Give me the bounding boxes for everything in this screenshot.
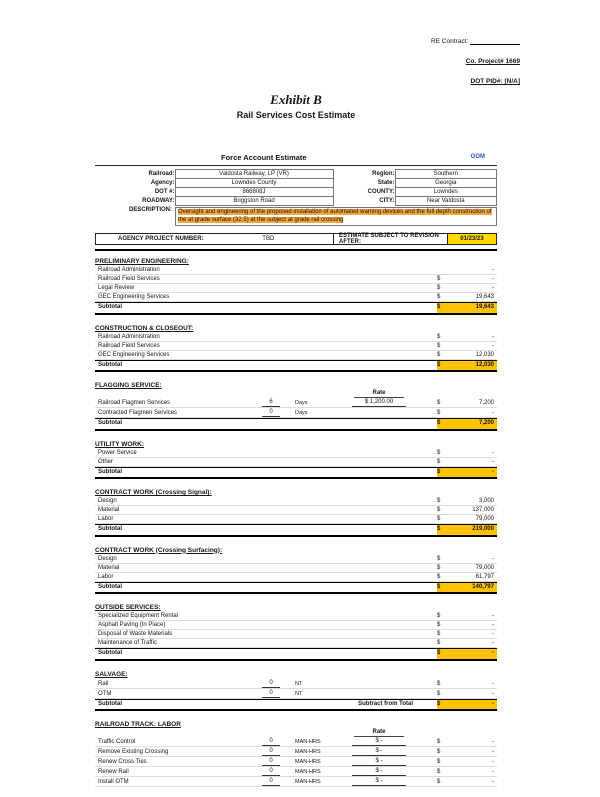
row-label: Other <box>98 458 114 465</box>
row-amount: - <box>492 749 494 755</box>
row-quantity: 0 <box>262 737 280 746</box>
row-dollar-sign: $ <box>437 622 441 628</box>
cost-row <box>95 302 497 315</box>
row-dollar-sign: $ <box>437 573 441 580</box>
dot-pid: DOT PID#: [N/A] <box>470 78 520 85</box>
row-quantity: 0 <box>262 408 280 417</box>
row-label: Subtotal <box>98 700 122 707</box>
row-dollar-sign: $ <box>437 739 441 745</box>
cost-section <box>95 258 497 315</box>
row-amount: - <box>451 700 497 710</box>
row-amount: 7,200 <box>478 400 494 406</box>
row-dollar-sign: $ <box>437 333 441 340</box>
section-rows <box>95 612 497 661</box>
agency-project-value: TBD <box>262 236 275 242</box>
exhibit-title: Exhibit B <box>270 92 322 107</box>
row-amount: - <box>492 769 494 775</box>
row-amount: - <box>492 759 494 765</box>
railroad-label: Railroad: <box>148 171 175 177</box>
cost-row <box>95 360 497 373</box>
row-label: Asphalt Paving (In Place) <box>98 622 166 628</box>
row-quantity: 0 <box>262 767 280 776</box>
cost-row <box>95 275 497 284</box>
row-dollar-sign: $ <box>437 468 451 478</box>
description-label: DESCRIPTION: <box>128 207 172 213</box>
cost-row <box>95 497 497 506</box>
cost-row <box>95 515 497 524</box>
railroad-value: Valdosta Railway, LP (VR) <box>175 170 333 179</box>
county-label: COUNTY: <box>367 189 395 195</box>
row-amount: - <box>492 333 494 340</box>
state-label: State: <box>377 180 395 186</box>
row-dollar-sign: $ <box>437 419 451 429</box>
row-label: Material <box>98 564 120 571</box>
row-label: Subtotal <box>98 468 122 475</box>
cost-row <box>95 699 497 712</box>
roadway-value: Briggston Road <box>175 197 333 206</box>
row-amount: - <box>492 267 494 273</box>
reference-block <box>431 38 520 98</box>
cost-row <box>95 582 497 595</box>
row-label: Subtotal <box>98 526 122 532</box>
row-label: Material <box>98 507 120 513</box>
row-unit: Days <box>295 400 308 406</box>
row-dollar-sign: $ <box>437 583 451 593</box>
cost-row <box>95 458 497 467</box>
row-quantity: 0 <box>262 757 280 766</box>
row-amount: 3,000 <box>478 498 494 504</box>
row-dollar-sign: $ <box>437 361 451 371</box>
row-label: Design <box>98 498 117 504</box>
row-unit: NT <box>295 680 303 687</box>
re-contract-line <box>431 38 520 45</box>
row-dollar-sign: $ <box>437 555 441 562</box>
section-title: PRELIMINARY ENGINEERING: <box>95 258 189 265</box>
row-dollar-sign: $ <box>437 759 441 765</box>
row-dollar-sign: $ <box>437 749 441 755</box>
estimate-header <box>95 153 497 166</box>
row-amount: 19,643 <box>451 303 497 313</box>
row-dollar-sign: $ <box>437 400 441 406</box>
row-label: Specialized Equipment Rental <box>98 613 179 619</box>
revision-date: 01/23/23 <box>447 234 496 244</box>
cost-row <box>95 777 497 787</box>
cost-section <box>95 489 497 537</box>
cost-section <box>95 547 497 595</box>
cost-row <box>95 767 497 777</box>
row-quantity: 6 <box>262 398 280 407</box>
cost-row <box>95 408 497 418</box>
row-label: Disposal of Waste Materials <box>98 631 173 637</box>
section-rows <box>95 737 497 787</box>
cost-row <box>95 449 497 458</box>
row-rate: $ - <box>352 767 406 776</box>
row-label: Remove Existing Crossing <box>98 749 169 755</box>
row-amount: 12,030 <box>475 351 494 358</box>
roadway-label: ROADWAY: <box>142 198 175 204</box>
rate-header-row <box>95 390 497 398</box>
row-unit: Days <box>295 410 308 416</box>
cost-row <box>95 266 497 275</box>
row-label: Subtotal <box>98 420 122 426</box>
cost-row <box>95 573 497 582</box>
section-title: OUTSIDE SERVICES: <box>95 604 161 611</box>
info-row-dot <box>95 188 497 197</box>
section-rows <box>95 333 497 373</box>
row-dollar-sign: $ <box>437 680 441 687</box>
county-value: Lowndes <box>395 188 497 197</box>
cost-section <box>95 441 497 480</box>
row-dollar-sign: $ <box>437 458 441 465</box>
row-dollar-sign: $ <box>437 342 441 349</box>
row-amount: - <box>492 410 494 416</box>
row-label: Rail <box>98 680 109 687</box>
agency-project-row <box>95 233 497 245</box>
row-label: Contracted Flagmen Services <box>98 410 178 416</box>
cost-row <box>95 612 497 621</box>
force-account-estimate <box>95 153 497 797</box>
rate-header-label: Rate <box>354 729 404 737</box>
row-dollar-sign: $ <box>437 285 441 291</box>
row-unit: MAN-HRS <box>295 749 321 755</box>
section-title: SALVAGE: <box>95 670 128 678</box>
cost-row <box>95 342 497 351</box>
region-label: Region: <box>372 171 395 177</box>
section-rows <box>95 398 497 431</box>
section-title: CONSTRUCTION & CLOSEOUT: <box>95 324 194 332</box>
estimate-info-table <box>95 169 497 206</box>
rate-header-row <box>95 729 497 737</box>
section-title: RAILROAD TRACK: LABOR <box>95 721 181 728</box>
cost-row <box>95 293 497 302</box>
row-dollar-sign: $ <box>437 351 441 358</box>
row-quantity: 0 <box>262 747 280 756</box>
row-dollar-sign: $ <box>437 410 441 416</box>
section-rows <box>95 679 497 712</box>
row-amount: - <box>451 468 497 478</box>
row-label: Railroad Administration <box>98 333 160 340</box>
row-dollar-sign: $ <box>437 769 441 775</box>
state-value: Georgia <box>395 179 497 188</box>
row-quantity: 0 <box>262 679 280 688</box>
rate-header-label: Rate <box>354 390 404 398</box>
cost-section <box>95 325 497 373</box>
row-dollar-sign: $ <box>437 525 451 535</box>
row-label: Legal Review <box>98 285 135 291</box>
row-rate: Subtract from Total <box>358 700 413 707</box>
row-dollar-sign: $ <box>437 700 451 710</box>
oom-tag: OOM <box>470 154 485 160</box>
row-rate: $ - <box>352 757 406 766</box>
row-amount: 140,797 <box>451 583 497 593</box>
row-amount: - <box>492 680 494 687</box>
row-amount: - <box>492 285 494 291</box>
section-title: FLAGGING SERVICE: <box>95 382 162 389</box>
dot-label: DOT #: <box>154 189 175 195</box>
cost-row <box>95 524 497 537</box>
row-dollar-sign: $ <box>437 507 441 513</box>
co-project-number: Co. Project# 1669 <box>465 58 520 65</box>
row-amount: 219,000 <box>451 525 497 535</box>
row-amount: - <box>492 555 494 562</box>
cost-row <box>95 689 497 699</box>
cost-row <box>95 506 497 515</box>
cost-row <box>95 679 497 689</box>
section-divider <box>95 249 497 251</box>
row-label: OTM <box>98 690 112 697</box>
row-label: Labor <box>98 516 114 522</box>
row-dollar-sign: $ <box>437 631 441 637</box>
cost-row <box>95 648 497 661</box>
section-title: CONTRACT WORK (Crossing Signal): <box>95 489 212 496</box>
description-row <box>95 207 497 226</box>
region-value: Southern <box>395 170 497 179</box>
dot-value: 866808J <box>175 188 333 197</box>
row-amount: - <box>492 449 494 456</box>
cost-section <box>95 382 497 431</box>
estimate-title: Force Account Estimate <box>221 153 307 162</box>
row-rate: $ - <box>352 737 406 746</box>
row-quantity: 0 <box>262 689 280 698</box>
description-box <box>175 207 497 226</box>
row-amount: - <box>492 640 494 646</box>
cost-row <box>95 418 497 431</box>
cost-row <box>95 398 497 408</box>
row-dollar-sign: $ <box>437 276 441 282</box>
city-value: Near Valdosta <box>395 197 497 206</box>
info-row-agency <box>95 179 497 188</box>
row-amount: 79,000 <box>475 564 494 571</box>
info-row-roadway <box>95 197 497 206</box>
row-label: Railroad Administration <box>98 267 160 273</box>
row-amount: 7,200 <box>451 419 497 429</box>
row-label: Railroad Field Services <box>98 276 160 282</box>
row-amount: 137,000 <box>472 507 494 513</box>
cost-section <box>95 604 497 661</box>
document-titles <box>95 92 497 120</box>
cost-row <box>95 333 497 342</box>
row-unit: NT <box>295 690 303 697</box>
agency-label: Agency: <box>150 180 175 186</box>
row-amount: - <box>492 613 494 619</box>
agency-value: Lowndes County <box>175 179 333 188</box>
row-label: Traffic Control <box>98 739 136 745</box>
cost-row <box>95 467 497 480</box>
row-amount: - <box>492 458 494 465</box>
re-contract-blank-line <box>470 38 520 45</box>
row-label: Railroad Flagmen Services <box>98 400 171 406</box>
section-title: UTILITY WORK: <box>95 440 144 448</box>
row-amount: - <box>492 342 494 349</box>
cost-row <box>95 737 497 747</box>
row-dollar-sign: $ <box>437 613 441 619</box>
section-rows <box>95 266 497 315</box>
section-rows <box>95 555 497 595</box>
section-rows <box>95 449 497 480</box>
row-amount: 79,000 <box>475 516 494 522</box>
cost-row <box>95 747 497 757</box>
row-label: Install OTM <box>98 779 129 785</box>
row-amount: - <box>492 276 494 282</box>
cost-row <box>95 564 497 573</box>
row-dollar-sign: $ <box>437 690 441 697</box>
info-row-railroad <box>95 170 497 179</box>
row-amount: - <box>492 779 494 785</box>
agency-project-number <box>96 234 334 244</box>
section-rows <box>95 497 497 537</box>
row-dollar-sign: $ <box>437 303 451 313</box>
row-amount: - <box>492 622 494 628</box>
row-amount: 19,643 <box>475 294 494 300</box>
row-quantity: 0 <box>262 777 280 786</box>
row-unit: MAN-HRS <box>295 779 321 785</box>
row-dollar-sign: $ <box>437 649 451 659</box>
row-rate: $ - <box>352 747 406 756</box>
cost-row <box>95 351 497 360</box>
re-contract-label: RE Contract: <box>430 38 469 45</box>
cost-row <box>95 639 497 648</box>
revision-label: ESTIMATE SUBJECT TO REVISION AFTER: <box>339 233 439 245</box>
row-dollar-sign: $ <box>437 640 441 646</box>
cost-section <box>95 671 497 712</box>
cost-row <box>95 555 497 564</box>
row-amount: - <box>451 649 497 659</box>
city-label: CITY: <box>379 198 395 204</box>
row-amount: - <box>492 690 494 697</box>
cost-row <box>95 757 497 767</box>
row-amount: - <box>492 739 494 745</box>
row-amount: - <box>492 631 494 637</box>
cost-row <box>95 284 497 293</box>
row-dollar-sign: $ <box>437 498 441 504</box>
row-dollar-sign: $ <box>437 564 441 571</box>
cost-sections <box>95 258 497 787</box>
row-amount: 61,797 <box>475 573 494 580</box>
row-label: Labor <box>98 573 114 580</box>
cost-row <box>95 621 497 630</box>
row-amount: 12,030 <box>451 361 497 371</box>
cost-section <box>95 721 497 787</box>
row-label: Power Service <box>98 449 137 456</box>
row-label: GEC Engineering Services <box>98 351 170 358</box>
row-label: GEC Engineering Services <box>98 294 170 300</box>
row-rate: $ - <box>352 777 406 786</box>
row-label: Subtotal <box>98 583 122 590</box>
row-label: Subtotal <box>98 304 122 310</box>
row-label: Design <box>98 555 117 562</box>
row-label: Renew Cross Ties <box>98 759 147 765</box>
row-dollar-sign: $ <box>437 516 441 522</box>
row-dollar-sign: $ <box>437 294 441 300</box>
row-label: Subtotal <box>98 361 122 368</box>
agency-project-label: AGENCY PROJECT NUMBER: <box>118 236 204 242</box>
revision-notice <box>334 234 496 244</box>
row-unit: MAN-HRS <box>295 739 321 745</box>
row-unit: MAN-HRS <box>295 769 321 775</box>
row-label: Subtotal <box>98 650 122 656</box>
cost-row <box>95 630 497 639</box>
document-subtitle: Rail Services Cost Estimate <box>236 110 356 120</box>
row-label: Renew Rail <box>98 769 129 775</box>
description-text: Oversight and engineering of the proposed installation of automated warning devices and the full depth construction of the at grade surface (32.5) at the subject at grade rail crossing <box>178 209 492 223</box>
row-dollar-sign: $ <box>437 449 441 456</box>
row-rate: $ 1,200.00 <box>352 398 406 407</box>
row-label: Maintenance of Traffic <box>98 640 157 646</box>
section-title: CONTRACT WORK (Crossing Surfacing): <box>95 546 223 554</box>
row-label: Railroad Field Services <box>98 342 160 349</box>
row-unit: MAN-HRS <box>295 759 321 765</box>
row-dollar-sign: $ <box>437 779 441 785</box>
